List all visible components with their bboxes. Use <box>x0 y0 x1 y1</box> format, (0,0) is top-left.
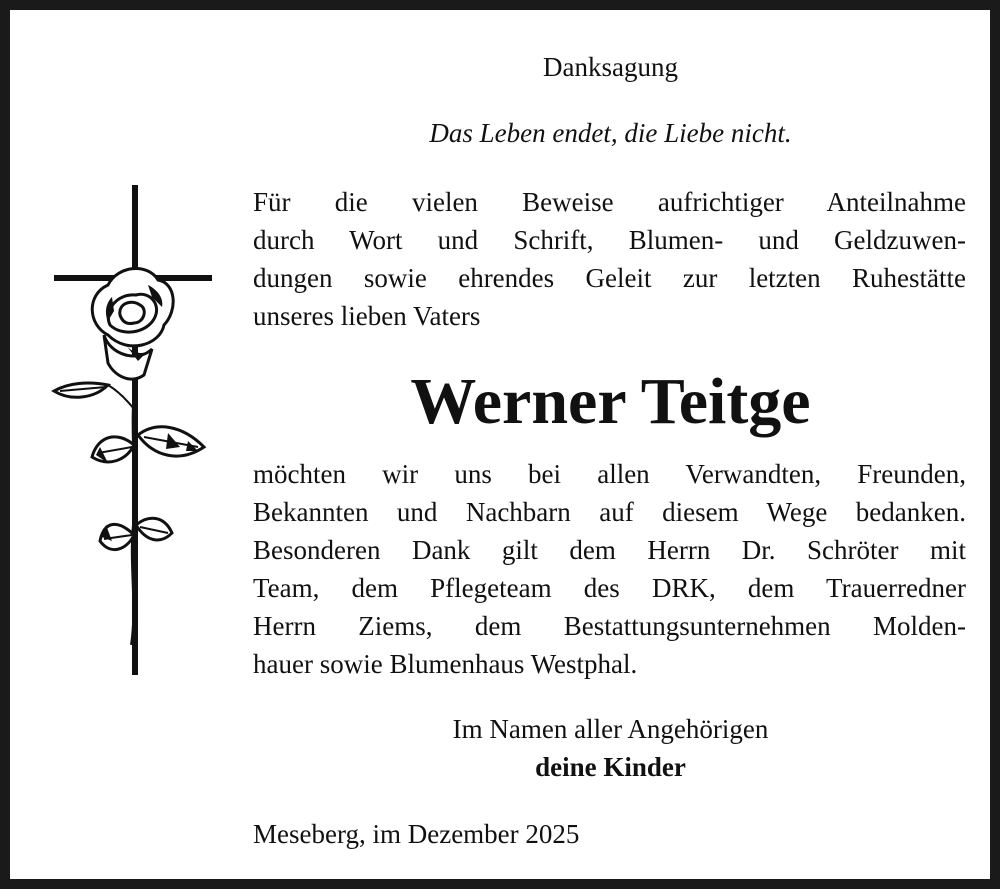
closing-block <box>253 710 968 786</box>
notice-heading: Danksagung <box>543 52 678 82</box>
text-line: Herrn Ziems, dem Bestattungsunternehmen Molden- <box>253 611 966 641</box>
text-line: unseres lieben Vaters <box>253 301 481 331</box>
text-line: hauer sowie Blumenhaus Westphal. <box>253 649 638 679</box>
text-line: Team, dem Pflegeteam des DRK, dem Trauerredner <box>253 573 966 603</box>
text-line: durch Wort und Schrift, Blumen- und Geldzuwen- <box>253 225 966 255</box>
signature: deine Kinder <box>535 752 686 782</box>
thanks-paragraph-intro <box>253 183 966 335</box>
thanks-paragraph-body <box>253 455 966 683</box>
text-line: Bekannten und Nachbarn auf diesem Wege bedanken. <box>253 497 966 527</box>
text-line: möchten wir uns bei allen Verwandten, Freunden, <box>253 459 966 489</box>
text-line: Besonderen Dank gilt dem Herrn Dr. Schröter mit <box>253 535 966 565</box>
place-date: Meseberg, im Dezember 2025 <box>253 819 580 849</box>
text-line: Für die vielen Beweise aufrichtiger Anteilnahme <box>253 187 966 217</box>
closing-line: Im Namen aller Angehörigen <box>452 714 769 744</box>
cross-with-rose-icon <box>48 185 218 680</box>
notice-motto: Das Leben endet, die Liebe nicht. <box>429 118 792 148</box>
deceased-name: Werner Teitge <box>410 365 811 438</box>
text-line: dungen sowie ehrendes Geleit zur letzten Ruhestätte <box>253 263 966 293</box>
